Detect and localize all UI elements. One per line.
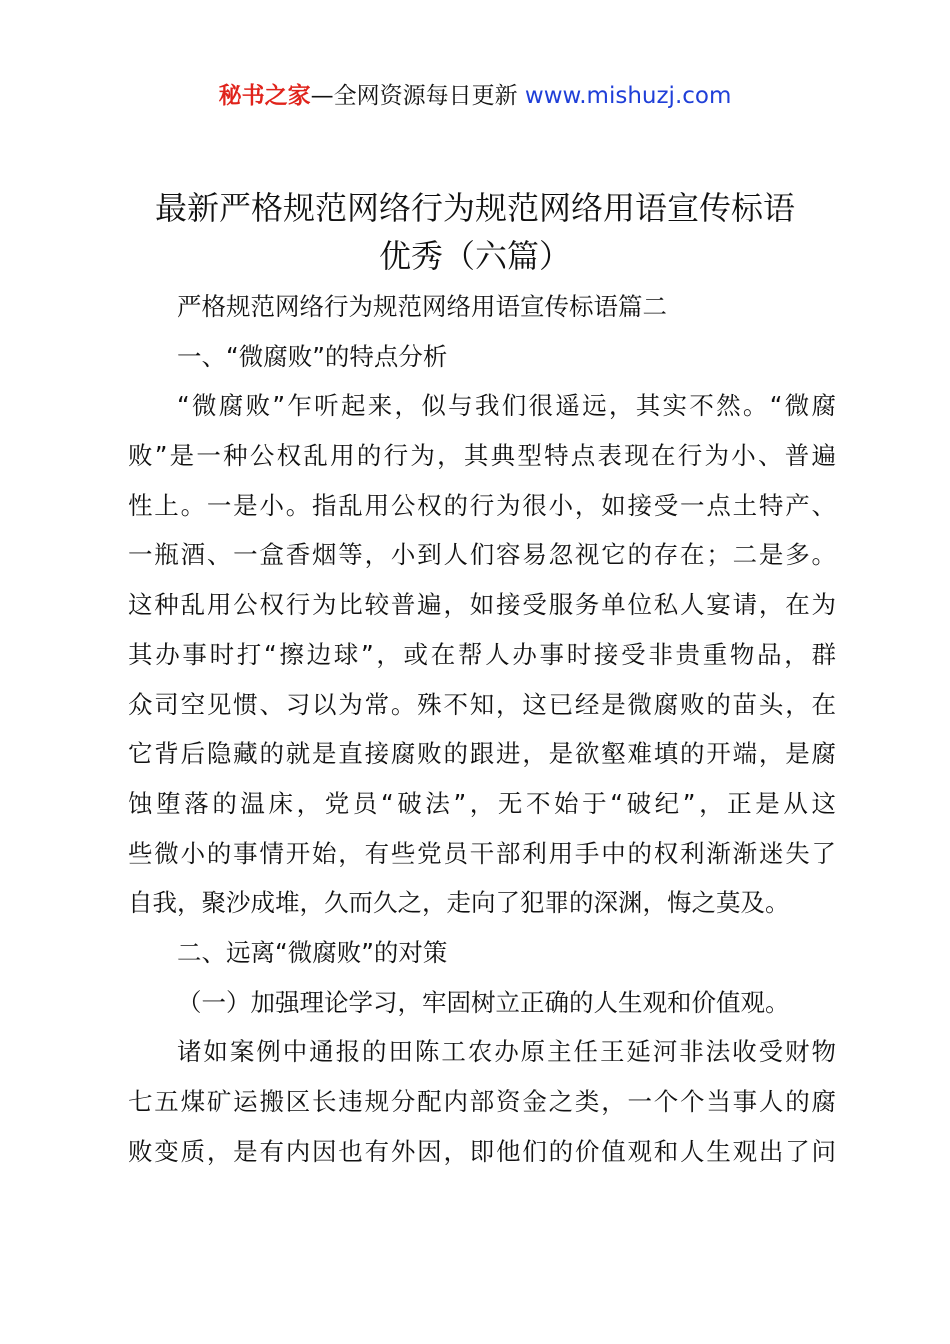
body-line: 诸如案例中通报的田陈工农办原主任王延河非法收受财物 (177, 1037, 836, 1067)
site-tagline: —全网资源每日更新 (310, 83, 518, 109)
body-line: 其办事时打“擦边球”，或在帮人办事时接受非贵重物品，群 (128, 639, 836, 669)
document-body (128, 282, 836, 1176)
site-url-link[interactable]: www.mishuzj.com (524, 83, 732, 109)
title-line-1: 最新严格规范网络行为规范网络用语宣传标语 (154, 189, 795, 227)
body-line: 蚀堕落的温床，党员“破法”，无不始于“破纪”，正是从这 (128, 788, 836, 818)
body-line: 七五煤矿运搬区长违规分配内部资金之类，一个个当事人的腐 (128, 1087, 836, 1116)
body-line: 败”是一种公权乱用的行为，其典型特点表现在行为小、普遍 (128, 441, 836, 471)
body-line: “微腐败”乍听起来，似与我们很遥远，其实不然。“微腐 (177, 391, 836, 421)
body-line: 它背后隐藏的就是直接腐败的跟进，是欲壑难填的开端，是腐 (128, 739, 836, 769)
body-line: （一）加强理论学习，牢固树立正确的人生观和价值观。 (177, 987, 790, 1017)
body-line: 自我，聚沙成堆，久而久之，走向了犯罪的深渊，悔之莫及。 (128, 888, 790, 918)
body-line: 性上。一是小。指乱用公权的行为很小，如接受一点土特产、 (128, 490, 836, 520)
document-title (110, 184, 840, 280)
title-line-2: 优秀（六篇） (378, 237, 571, 275)
body-line: 二、远离“微腐败”的对策 (177, 937, 448, 967)
site-brand: 秘书之家 (218, 83, 311, 109)
body-line: 一瓶酒、一盒香烟等，小到人们容易忽视它的存在；二是多。 (128, 540, 836, 570)
body-line: 严格规范网络行为规范网络用语宣传标语篇二 (177, 292, 667, 321)
body-line: 一、“微腐败”的特点分析 (177, 341, 448, 371)
body-line: 些微小的事情开始，有些党员干部利用手中的权利渐渐迷失了 (128, 838, 836, 868)
site-header (0, 80, 950, 112)
body-line: 这种乱用公权行为比较普遍，如接受服务单位私人宴请，在为 (128, 590, 836, 620)
body-line: 败变质，是有内因也有外因，即他们的价值观和人生观出了问 (128, 1136, 836, 1166)
body-line: 众司空见惯、习以为常。殊不知，这已经是微腐败的苗头，在 (128, 689, 836, 719)
